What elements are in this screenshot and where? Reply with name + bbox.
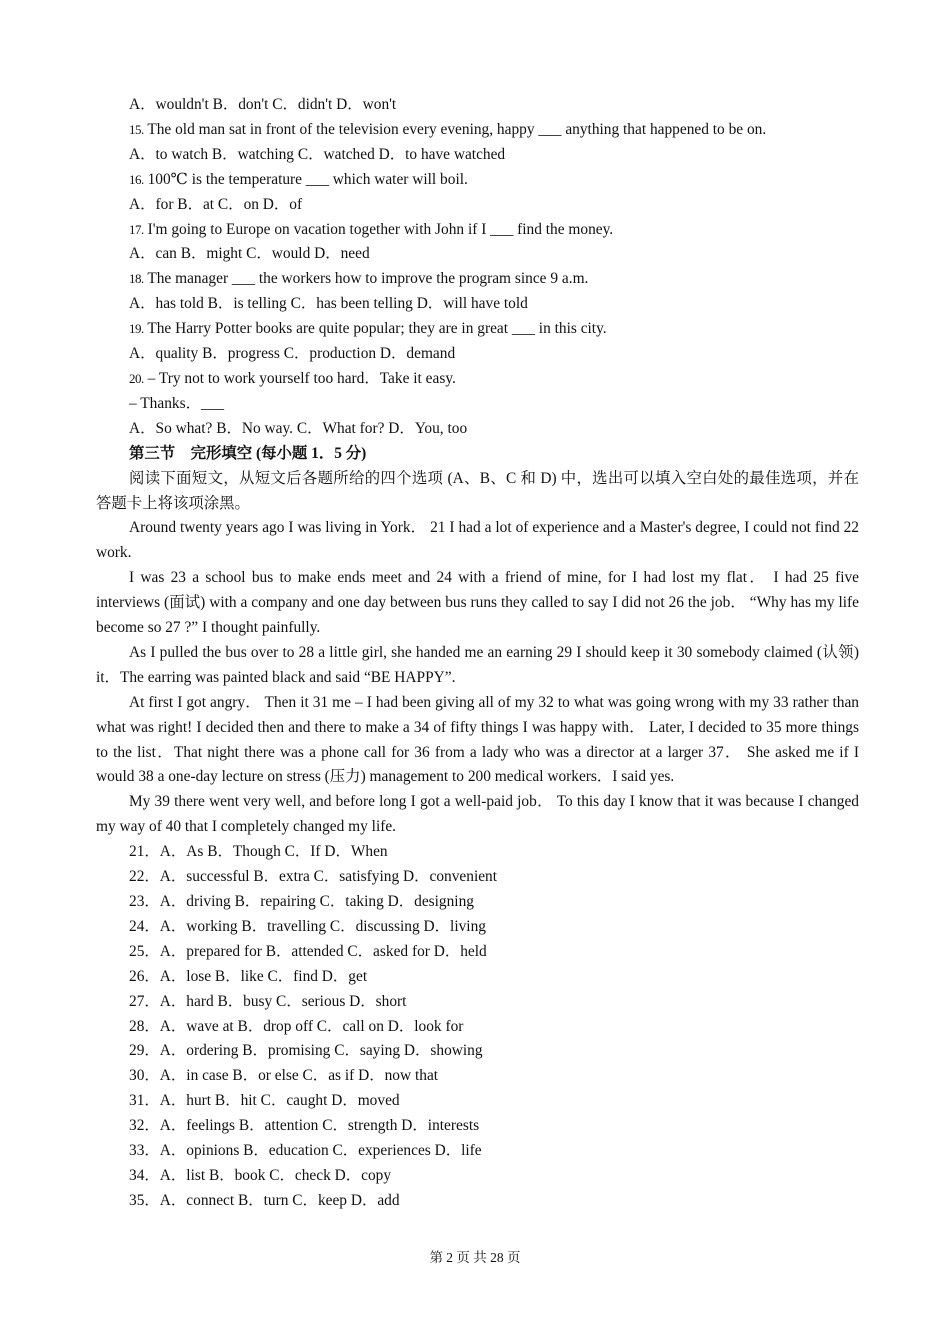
question-stem: I'm going to Europe on vacation together with John if I ___ find the money.	[143, 220, 614, 238]
section-heading: 第三节 完形填空 (每小题 1．5 分)	[129, 444, 367, 462]
choice-35: 35．A．connect B．turn C．keep D．add	[129, 1191, 400, 1209]
choice-28: 28．A．wave at B．drop off C．call on D．look for	[129, 1017, 464, 1035]
page-footer: 第 2 页 共 28 页	[429, 1250, 521, 1265]
question-20-options: A．So what? B．No way. C．What for? D．You, too	[129, 419, 468, 437]
choice-30: 30．A．in case B．or else C．as if D．now that	[129, 1067, 439, 1085]
question-19	[96, 317, 859, 342]
question-number: 17.	[129, 221, 144, 237]
question-18	[96, 267, 859, 292]
choice-26: 26．A．lose B．like C．find D．get	[129, 967, 368, 985]
question-stem: – Try not to work yourself too hard．Take it easy.	[143, 369, 456, 387]
passage-paragraph-1: Around twenty years ago I was living in York． 21 I had a lot of experience and a Master's degree, I could not find 22 work.	[96, 519, 859, 562]
question-stem: The Harry Potter books are quite popular; they are in great ___ in this city.	[143, 320, 607, 338]
choice-21: 21．A．As B．Though C．If D．When	[129, 843, 388, 861]
question-number: 15.	[129, 121, 144, 137]
choice-33: 33．A．opinions B．education C．experiences D．life	[129, 1142, 482, 1160]
choice-23: 23．A．driving B．repairing C．taking D．designing	[129, 893, 474, 910]
question-number: 16.	[129, 171, 144, 187]
q14-options: A．wouldn't B．don't C．didn't D．won't	[129, 96, 397, 113]
choice-22: 22．A．successful B．extra C．satisfying D．convenient	[129, 868, 498, 886]
question-16	[96, 168, 859, 193]
question-number: 20.	[129, 370, 144, 386]
choice-24: 24．A．working B．travelling C．discussing D．living	[129, 917, 486, 935]
question-16-options: A．for B．at C．on D．of	[129, 195, 303, 213]
question-stem: The old man sat in front of the television every evening, happy ___ anything that happened to be on.	[143, 120, 767, 138]
choice-25: 25．A．prepared for B．attended C．asked for D．held	[129, 942, 487, 960]
question-number: 18.	[129, 271, 144, 287]
passage-paragraph-2: I was 23 a school bus to make ends meet and 24 with a friend of mine, for I had lost my flat． I had 25 five interviews (面试) with a company and one day between bus runs they called to say I did not 26 the job． “Why has my life become so 27 ?” I thought painfully.	[96, 569, 859, 637]
passage-paragraph-5: My 39 there went very well, and before long I got a well-paid job． To this day I know that it was because I changed my way of 40 that I completely changed my life.	[96, 793, 859, 836]
question-stem: The manager ___ the workers how to improve the program since 9 a.m.	[143, 270, 589, 288]
question-stem: 100℃ is the temperature ___ which water will boil.	[143, 170, 468, 188]
choice-27: 27．A．hard B．busy C．serious D．short	[129, 992, 407, 1010]
passage-paragraph-3: As I pulled the bus over to 28 a little girl, she handed me an earning 29 I should keep it 30 somebody claimed (认领) it．The earring was painted black and said “BE HAPPY”.	[96, 643, 859, 686]
question-19-options: A．quality B．progress C．production D．demand	[129, 345, 456, 363]
question-20-reply: – Thanks．___	[129, 394, 225, 412]
section-instruction: 阅读下面短文，从短文后各题所给的四个选项 (A、B、C 和 D) 中，选出可以填入空白处的最佳选项，并在答题卡上将该项涂黑。	[96, 469, 859, 512]
question-17-options: A．can B．might C．would D．need	[129, 245, 370, 263]
page-content	[96, 93, 859, 1214]
question-17	[96, 218, 859, 243]
choice-34: 34．A．list B．book C．check D．copy	[129, 1166, 392, 1184]
choice-29: 29．A．ordering B．promising C．saying D．showing	[129, 1042, 483, 1060]
question-number: 19.	[129, 321, 144, 337]
choice-32: 32．A．feelings B．attention C．strength D．interests	[129, 1117, 480, 1135]
question-20	[96, 367, 859, 392]
passage-paragraph-4: At first I got angry． Then it 31 me – I had been giving all of my 32 to what was going wrong with my 33 rather than what was right! I decided then and there to make a 34 of fifty things I was happy with． Later, I decided to 35 more things to the list．That night there was a phone call for 36 from a lady who was a director at a larger 37． She asked me if I would 38 a one-day lecture on stress (压力) management to 200 medical workers．I said yes.	[96, 693, 859, 786]
question-15-options: A．to watch B．watching C．watched D．to have watched	[129, 145, 506, 163]
choice-31: 31．A．hurt B．hit C．caught D．moved	[129, 1092, 400, 1110]
question-18-options: A．has told B．is telling C．has been telling D．will have told	[129, 295, 528, 313]
question-15	[96, 118, 859, 143]
